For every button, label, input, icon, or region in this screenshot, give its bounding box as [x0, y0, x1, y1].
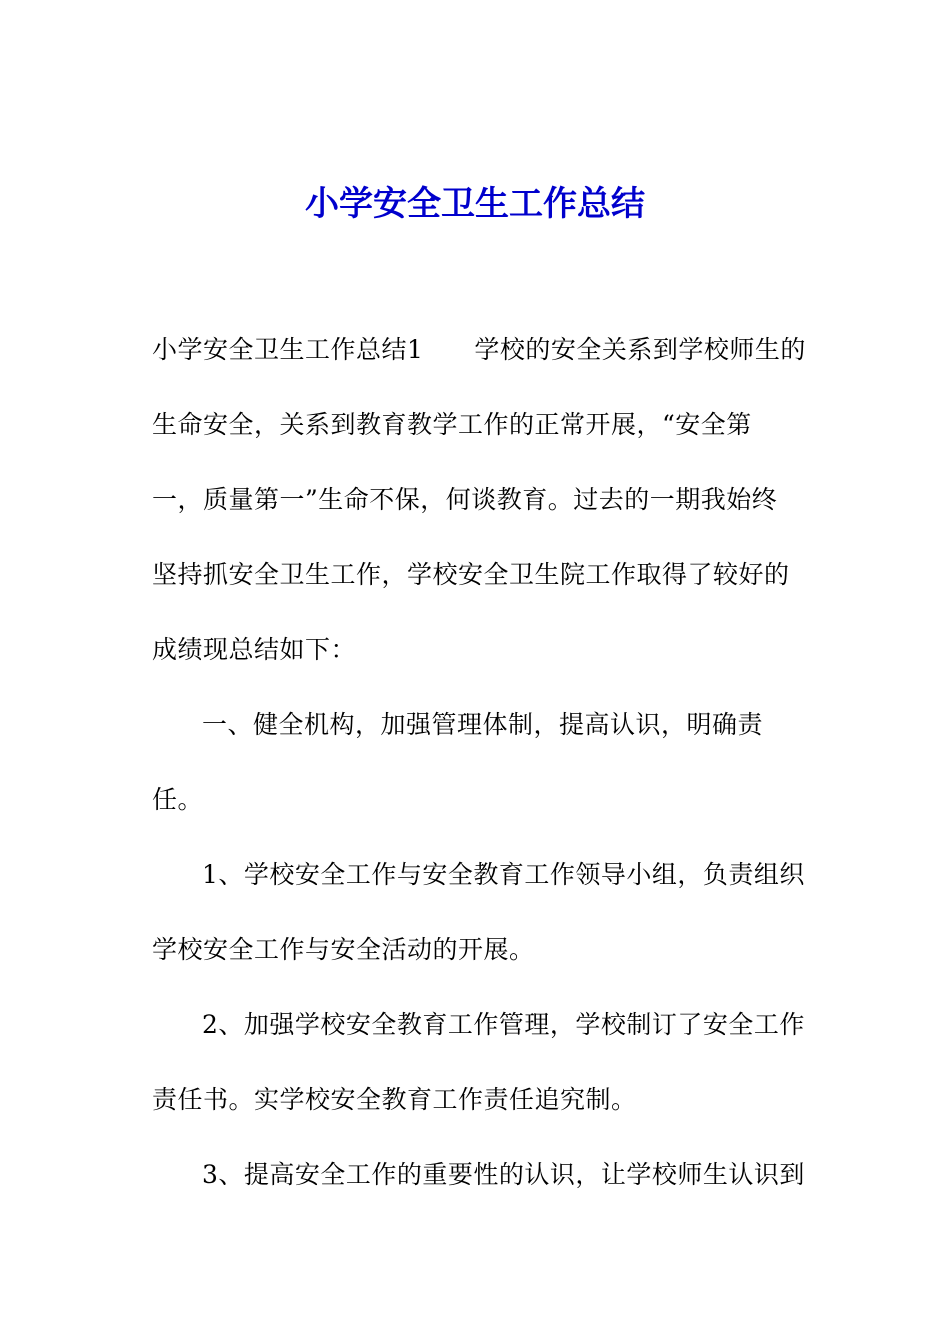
- body-line-3: 一，质量第一”生命不保，何谈教育。过去的一期我始终: [152, 485, 778, 514]
- body-line-7: 任。: [152, 785, 204, 814]
- document-title: 小学安全卫生工作总结: [305, 184, 645, 224]
- body-line-5: 成绩现总结如下：: [152, 635, 357, 664]
- body-line-4: 坚持抓安全卫生工作，学校安全卫生院工作取得了较好的: [152, 560, 790, 589]
- body-line-12: 3、提高安全工作的重要性的认识，让学校师生认识到: [202, 1160, 805, 1189]
- body-line-2: 生命安全，关系到教育教学工作的正常开展，“安全第: [152, 410, 752, 439]
- body-line-10: 2、加强学校安全教育工作管理，学校制订了安全工作: [202, 1010, 805, 1039]
- body-line-1: 小学安全卫生工作总结1 学校的安全关系到学校师生的: [152, 335, 806, 364]
- body-line-6: 一、健全机构，加强管理体制，提高认识，明确责: [202, 710, 764, 739]
- body-line-8: 1、学校安全工作与安全教育工作领导小组，负责组织: [202, 860, 805, 889]
- body-line-11: 责任书。实学校安全教育工作责任追究制。: [152, 1085, 637, 1114]
- body-line-9: 学校安全工作与安全活动的开展。: [152, 935, 535, 964]
